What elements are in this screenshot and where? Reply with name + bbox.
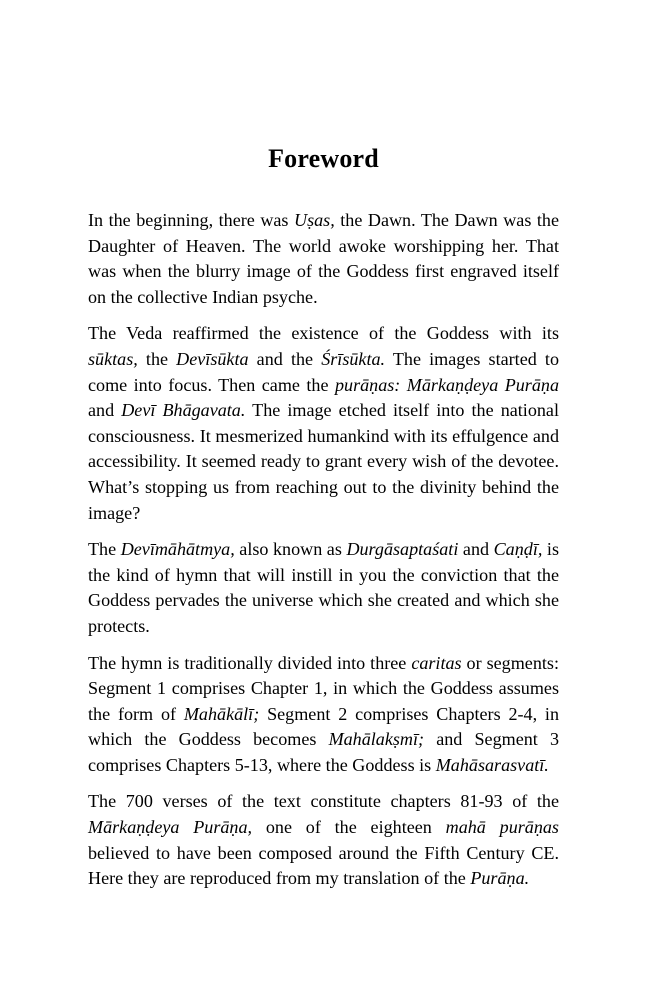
text-run: or segments: Segment 1 comprises Chapter 1, in which the Goddess assumes the form of: [88, 652, 559, 724]
body-text-block: [88, 208, 559, 892]
text-run: the Dawn. The Dawn was the Daughter of Heaven. The world awoke worshipping her. That was when the blurry image of the Goddess first engraved itself on the collective Indian psyche.: [88, 210, 559, 307]
paragraph: [88, 651, 559, 779]
italic-term: caritas: [411, 652, 462, 673]
italic-term: mahā purāṇas: [445, 817, 559, 838]
italic-term: Devīsūkta: [176, 348, 249, 369]
italic-term: Mahālakṣmī;: [328, 729, 425, 750]
italic-term: sūktas,: [88, 348, 138, 369]
paragraph: [88, 789, 559, 891]
italic-term: Mārkaṇḍeya Purāṇa,: [88, 817, 253, 838]
page-title: Foreword: [268, 144, 379, 174]
text-run: The images started to come into focus. Then came the: [88, 348, 559, 395]
text-run: The hymn is traditionally divided into three: [88, 652, 412, 673]
text-run: believed to have been composed around the Fifth Century CE. Here they are reproduced from my translation of the: [88, 842, 559, 889]
text-run: one of the eighteen: [252, 817, 446, 838]
text-run: Segment 2 comprises Chapters 2-4, in which the Goddess becomes: [88, 703, 560, 750]
italic-term: Mahākālī;: [183, 703, 260, 724]
text-run: and Segment 3 comprises Chapters 5-13, where the Goddess is: [88, 729, 559, 775]
italic-term: Śrīsūkta.: [321, 348, 386, 369]
text-run: The image etched itself into the national consciousness. It mesmerized humankind with its effulgence and accessibility. It seemed ready to grant every wish of the devotee. What’s stopping us from reaching out to the divinity behind the image?: [88, 400, 559, 523]
italic-term: Durgāsaptaśati: [346, 539, 459, 560]
italic-term: Devīmāhātmya,: [120, 539, 235, 560]
text-run: the: [137, 348, 177, 369]
text-run: and the: [248, 348, 322, 369]
paragraph: [88, 537, 559, 639]
italic-term: Caṇḍī,: [493, 539, 543, 560]
text-run: also known as: [234, 539, 347, 560]
paragraph: [88, 208, 559, 310]
italic-term: Mahāsarasvatī.: [435, 754, 549, 775]
italic-term: Uṣas,: [294, 210, 335, 230]
text-run: The 700 verses of the text constitute chapters 81-93 of the: [88, 791, 559, 812]
text-run: The Veda reaffirmed the existence of the Goddess with its: [88, 323, 559, 344]
text-run: and: [88, 400, 122, 421]
paragraph: [88, 321, 559, 526]
text-run: is the kind of hymn that will instill in you the conviction that the Goddess pervades the universe which she created and which she protects.: [88, 539, 559, 636]
text-run: The: [88, 539, 121, 560]
italic-term: Devī Bhāgavata.: [121, 400, 246, 421]
italic-term: purāṇas: Mārkaṇḍeya Purāṇa: [334, 374, 559, 395]
text-run: In the beginning, there was: [88, 210, 294, 230]
italic-term: Purāṇa.: [470, 868, 530, 889]
text-run: and: [458, 539, 494, 560]
